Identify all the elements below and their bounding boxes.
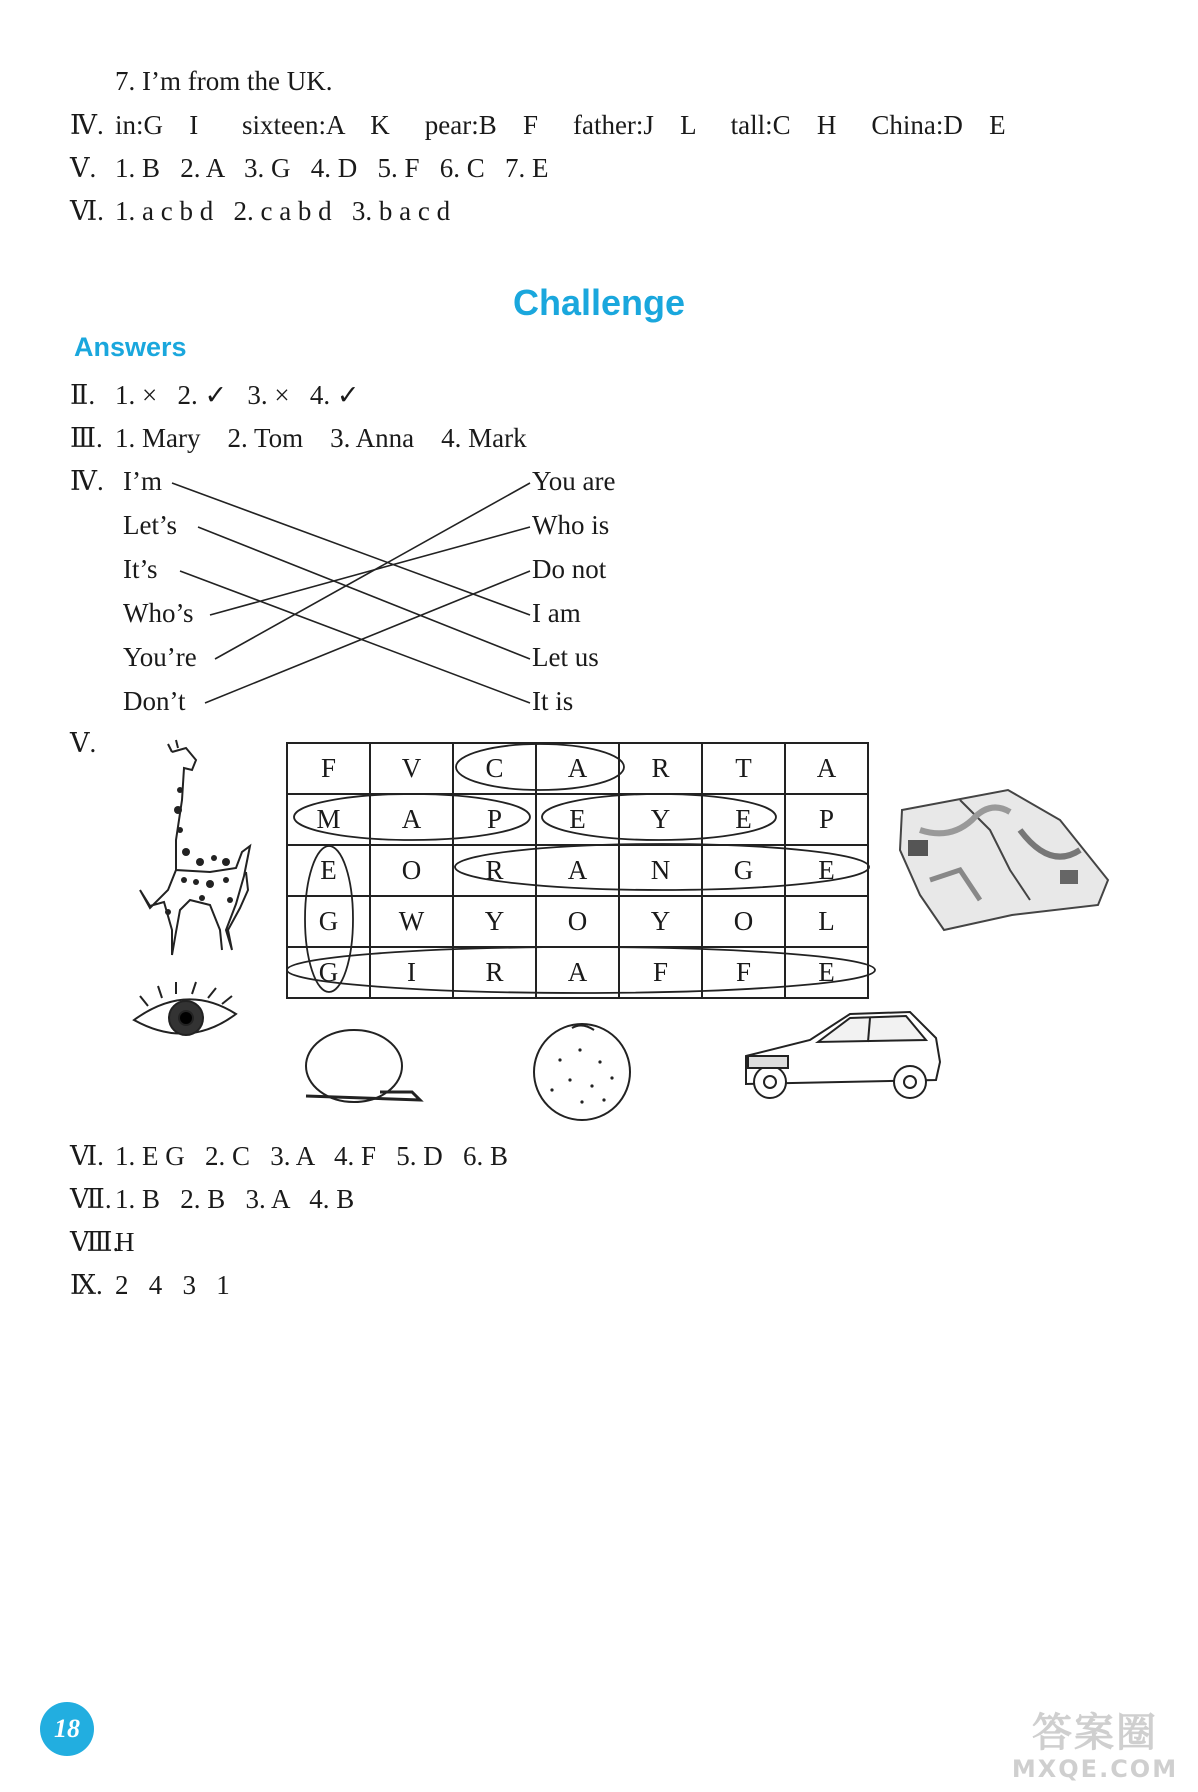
grid-cell: A (536, 743, 619, 794)
grid-cell: E (536, 794, 619, 845)
match-left-0: I’m (123, 466, 162, 496)
giraffe-icon (140, 740, 250, 955)
challenge-vii-answers: 1. B 2. B 3. A 4. B (115, 1184, 355, 1214)
grid-cell: R (453, 947, 536, 998)
grid-cell: R (453, 845, 536, 896)
watermark-logo (1000, 1710, 1190, 1788)
challenge-title: Challenge (512, 282, 686, 323)
grid-cell: A (370, 794, 453, 845)
challenge-ix-numeral: Ⅸ. (70, 1270, 103, 1300)
grid-cell: Y (619, 896, 702, 947)
grid-cell: F (287, 743, 370, 794)
grid-cell: I (370, 947, 453, 998)
grid-cell: E (702, 794, 785, 845)
grid-cell: F (702, 947, 785, 998)
grid-cell: G (702, 845, 785, 896)
grid-cell: T (702, 743, 785, 794)
grid-cell: F (619, 947, 702, 998)
match-right-2: Do not (532, 554, 607, 584)
answers-subtitle: Answers (74, 332, 187, 362)
grid-cell: V (370, 743, 453, 794)
grid-cell: C (453, 743, 536, 794)
challenge-ii-numeral: Ⅱ. (70, 380, 96, 410)
grid-cell: G (287, 947, 370, 998)
challenge-viii-answers: H (115, 1227, 135, 1257)
challenge-iii-numeral: Ⅲ. (70, 423, 103, 453)
challenge-vii-numeral: Ⅶ. (70, 1184, 112, 1214)
page-number: 18 (54, 1714, 80, 1743)
grid-cell: E (287, 845, 370, 896)
challenge-iv-numeral: Ⅳ. (70, 466, 104, 496)
challenge-ix-answers: 2 4 3 1 (115, 1270, 230, 1300)
answer-line-7: 7. I’m from the UK. (115, 66, 333, 96)
watermark-line2: MXQE.COM (1011, 1755, 1179, 1783)
grid-cell: M (287, 794, 370, 845)
grid-cell: G (287, 896, 370, 947)
challenge-vi-answers: 1. E G 2. C 3. A 4. F 5. D 6. B (115, 1141, 509, 1171)
match-left-1: Let’s (123, 510, 177, 540)
challenge-v-numeral: Ⅴ. (70, 728, 97, 758)
eye-icon (134, 982, 236, 1035)
grid-cell: A (785, 743, 868, 794)
map-icon (900, 790, 1108, 930)
grid-cell: O (536, 896, 619, 947)
section-vi-answers: 1. a c b d 2. c a b d 3. b a c d (115, 196, 451, 226)
grid-cell: Y (619, 794, 702, 845)
section-vi-numeral: Ⅵ. (70, 196, 104, 226)
section-iv-numeral: Ⅳ. (70, 110, 104, 140)
grid-cell: E (785, 947, 868, 998)
match-left-2: It’s (123, 554, 158, 584)
section-v-answers: 1. B 2. A 3. G 4. D 5. F 6. C 7. E (115, 153, 549, 183)
match-right-4: Let us (532, 642, 599, 672)
grid-cell: Y (453, 896, 536, 947)
grid-cell: A (536, 947, 619, 998)
orange-icon (534, 1024, 630, 1120)
grid-cell: W (370, 896, 453, 947)
grid-cell: P (453, 794, 536, 845)
challenge-vi-numeral: Ⅵ. (70, 1141, 104, 1171)
section-iv-answers: in:G I sixteen:A K pear:B F father:J L tall:C H China:D E (115, 110, 1006, 140)
challenge-viii-numeral: Ⅷ. (70, 1227, 120, 1257)
grid-cell: L (785, 896, 868, 947)
match-left-4: You’re (123, 642, 197, 672)
grid-cell: O (370, 845, 453, 896)
match-right-5: It is (532, 686, 574, 716)
page-number-badge (40, 1702, 94, 1756)
grid-cell: P (785, 794, 868, 845)
grid-cell: E (785, 845, 868, 896)
grid-cell: A (536, 845, 619, 896)
match-left-3: Who’s (123, 598, 194, 628)
challenge-iii-answers: 1. Mary 2. Tom 3. Anna 4. Mark (115, 423, 527, 453)
grid-cell: O (702, 896, 785, 947)
match-right-1: Who is (532, 510, 610, 540)
match-left-5: Don’t (123, 686, 186, 716)
section-v-numeral: Ⅴ. (70, 153, 97, 183)
match-right-3: I am (532, 598, 581, 628)
car-icon (746, 1012, 940, 1098)
egg-icon (306, 1030, 420, 1102)
match-right-0: You are (532, 466, 616, 496)
grid-cell: R (619, 743, 702, 794)
challenge-ii-answers: 1. × 2. ✓ 3. × 4. ✓ (115, 380, 360, 410)
watermark-line1: 答案圈 (1032, 1710, 1158, 1756)
grid-cell: N (619, 845, 702, 896)
